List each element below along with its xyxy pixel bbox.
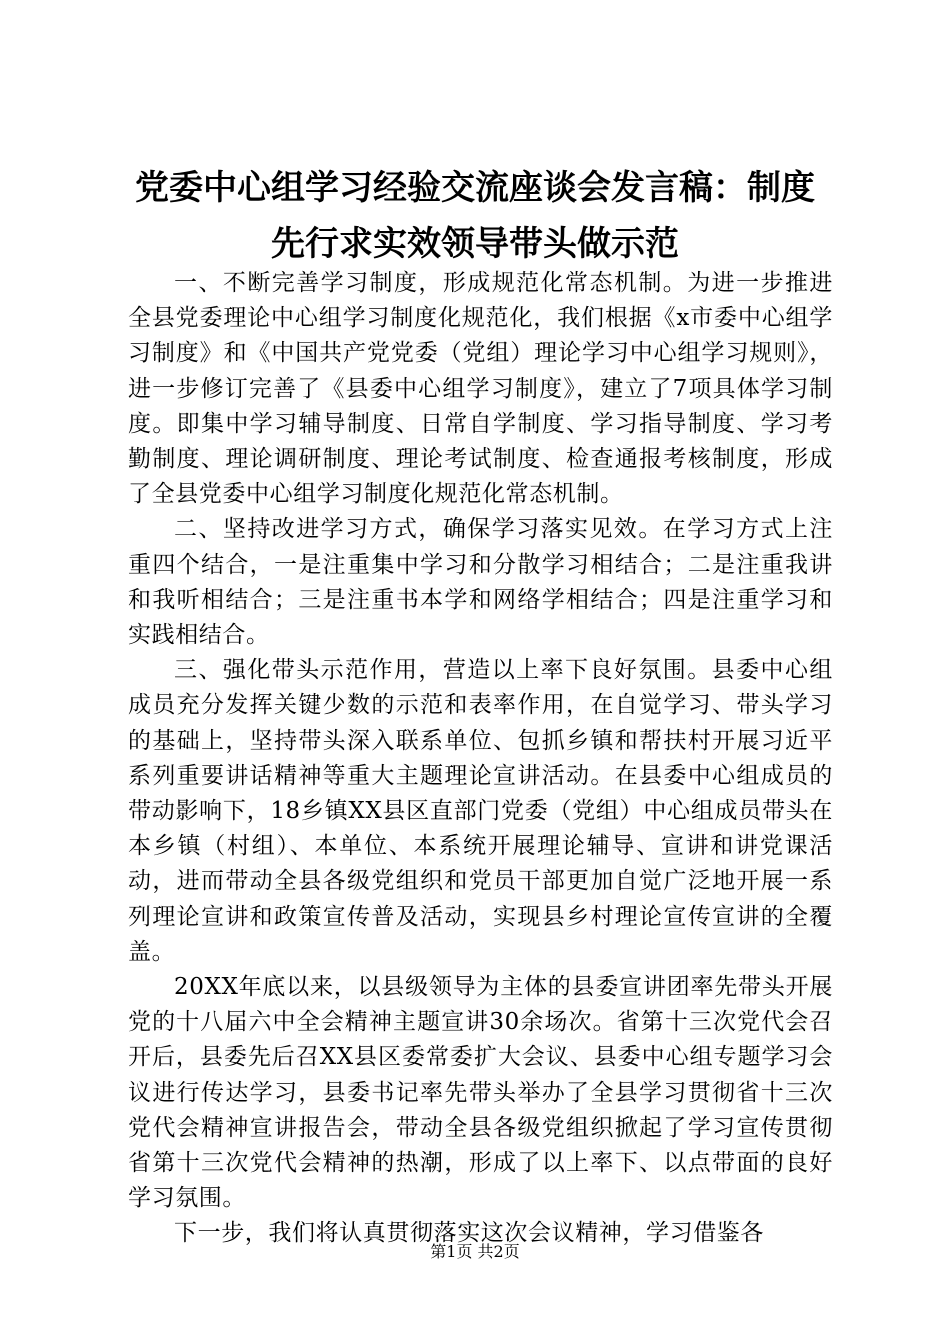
document-title — [110, 160, 840, 272]
paragraph-1: 一、不断完善学习制度，形成规范化常态机制。为进一步推进全县党委理论中心组学习制度化规范化，我们根据《x市委中心组学习制度》和《中国共产党党委（党组）理论学习中心组学习规则》，进一步修订完善了《县委中心组学习制度》，建立了7项具体学习制度。即集中学习辅导制度、日常自学制度、学习指导制度、学习考勤制度、理论调研制度、理论考试制度、检查通报考核制度，形成了全县党委中心组学习制度化规范化常态机制。 — [128, 270, 833, 508]
paragraph-3: 三、强化带头示范作用，营造以上率下良好氛围。县委中心组成员充分发挥关键少数的示范和表率作用，在自觉学习、带头学习的基础上，坚持带头深入联系单位、包抓乡镇和帮扶村开展习近平系列重要讲话精神等重大主题理论宣讲活动。在县委中心组成员的带动影响下，18乡镇XX县区直部门党委（党组）中心组成员带头在本乡镇（村组）、本单位、本系统开展理论辅导、宣讲和讲党课活动，进而带动全县各级党组织和党员干部更加自觉广泛地开展一系列理论宣讲和政策宣传普及活动，实现县乡村理论宣传宣讲的全覆盖。 — [128, 657, 833, 965]
title-line-2: 先行求实效领导带头做示范 — [271, 224, 679, 264]
page-footer: 第1页 共2页 — [430, 1242, 520, 1261]
paragraph-2: 二、坚持改进学习方式，确保学习落实见效。在学习方式上注重四个结合，一是注重集中学习和分散学习相结合；二是注重我讲和我听相结合；三是注重书本学和网络学相结合；四是注重学习和实践相结合。 — [128, 516, 833, 649]
paragraph-5: 下一步，我们将认真贯彻落实这次会议精神，学习借鉴各 — [174, 1220, 764, 1247]
title-line-1: 党委中心组学习经验交流座谈会发言稿：制度 — [135, 168, 815, 208]
document-body — [128, 266, 833, 1252]
paragraph-4: 20XX年底以来，以县级领导为主体的县委宣讲团率先带头开展党的十八届六中全会精神主题宣讲30余场次。省第十三次党代会召开后，县委先后召XX县区委常委扩大会议、县委中心组专题学习会议进行传达学习，县委书记率先带头举办了全县学习贯彻省十三次党代会精神宣讲报告会，带动全县各级党组织掀起了学习宣传贯彻省第十三次党代会精神的热潮，形成了以上率下、以点带面的良好学习氛围。 — [128, 974, 833, 1212]
